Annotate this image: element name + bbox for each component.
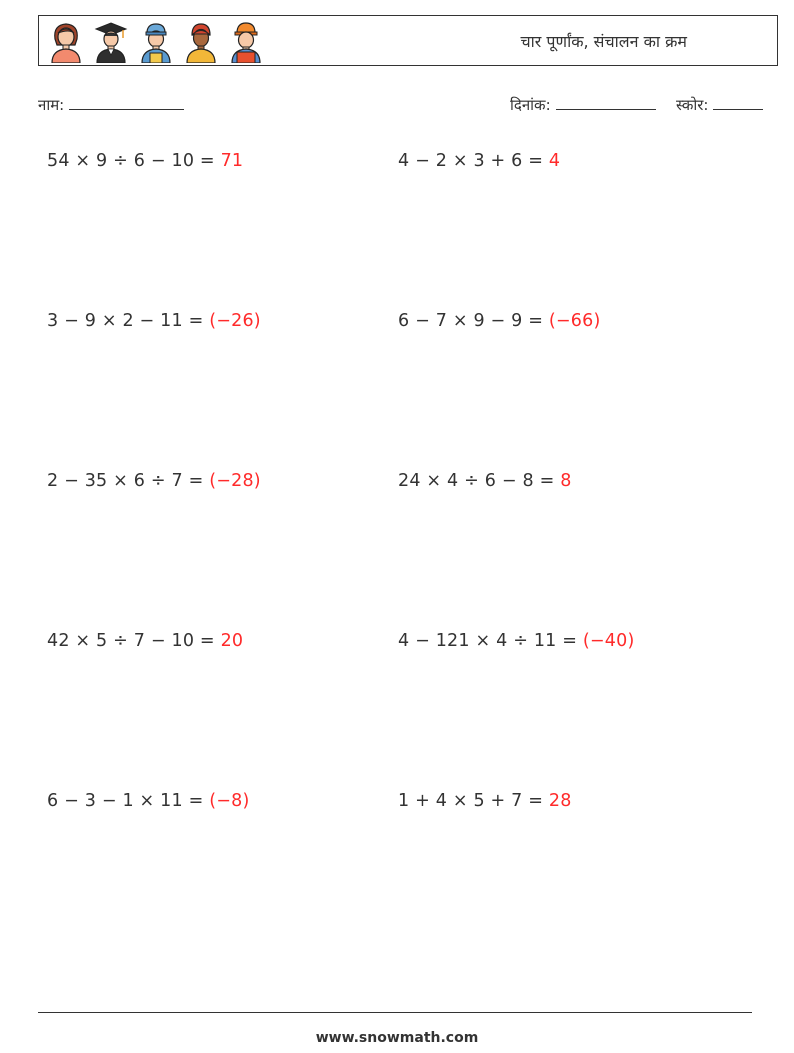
- problem-expression: 4 − 121 × 4 ÷ 11 =: [398, 631, 583, 651]
- worksheet-title: चार पूर्णांक, संचालन का क्रम: [520, 32, 687, 51]
- problem-1: [47, 151, 243, 171]
- date-blank: [556, 95, 656, 110]
- footer-divider: [38, 1012, 752, 1013]
- construction-worker-icon: [227, 19, 265, 63]
- problem-answer: 28: [548, 791, 572, 811]
- problem-6: [398, 471, 572, 491]
- footer-website-link[interactable]: www.snowmath.com: [315, 1030, 479, 1046]
- problem-answer: (−8): [209, 791, 250, 811]
- graduate-icon: [92, 19, 130, 63]
- problem-answer: 8: [560, 471, 572, 491]
- score-label: स्कोर:: [676, 96, 709, 114]
- problem-8: [398, 631, 635, 651]
- score-blank: [713, 95, 763, 110]
- worksheet-header: [38, 15, 778, 66]
- problem-answer: 4: [548, 151, 561, 171]
- problem-2: [398, 151, 560, 171]
- problem-answer: (−40): [582, 631, 635, 651]
- problem-answer: (−26): [209, 311, 261, 331]
- problem-expression: 54 × 9 ÷ 6 − 10 =: [47, 151, 221, 171]
- problem-9: [47, 791, 250, 811]
- name-field: [38, 95, 184, 115]
- boy-icon: [182, 19, 220, 63]
- name-blank: [69, 95, 184, 110]
- problem-10: [398, 791, 572, 811]
- name-label: नाम:: [38, 96, 65, 114]
- avatar-girl-icon: [47, 19, 85, 63]
- problem-expression: 6 − 7 × 9 − 9 =: [398, 311, 549, 331]
- problem-answer: (−28): [209, 471, 261, 491]
- problem-3: [47, 311, 261, 331]
- date-label: दिनांक:: [510, 96, 551, 114]
- problem-5: [47, 471, 261, 491]
- problem-expression: 24 × 4 ÷ 6 − 8 =: [398, 471, 561, 491]
- problem-expression: 6 − 3 − 1 × 11 =: [47, 791, 210, 811]
- problem-answer: 20: [220, 631, 244, 651]
- avatar-row: [47, 19, 265, 63]
- problem-expression: 2 − 35 × 6 ÷ 7 =: [47, 471, 210, 491]
- problem-expression: 3 − 9 × 2 − 11 =: [47, 311, 210, 331]
- engineer-icon: [137, 19, 175, 63]
- problem-4: [398, 311, 600, 331]
- problem-expression: 1 + 4 × 5 + 7 =: [398, 791, 549, 811]
- score-field: [676, 95, 763, 115]
- problem-7: [47, 631, 243, 651]
- problem-answer: 71: [220, 151, 244, 171]
- problem-answer: (−66): [548, 311, 601, 331]
- problem-expression: 42 × 5 ÷ 7 − 10 =: [47, 631, 221, 651]
- date-field: [510, 95, 656, 115]
- problem-expression: 4 − 2 × 3 + 6 =: [398, 151, 549, 171]
